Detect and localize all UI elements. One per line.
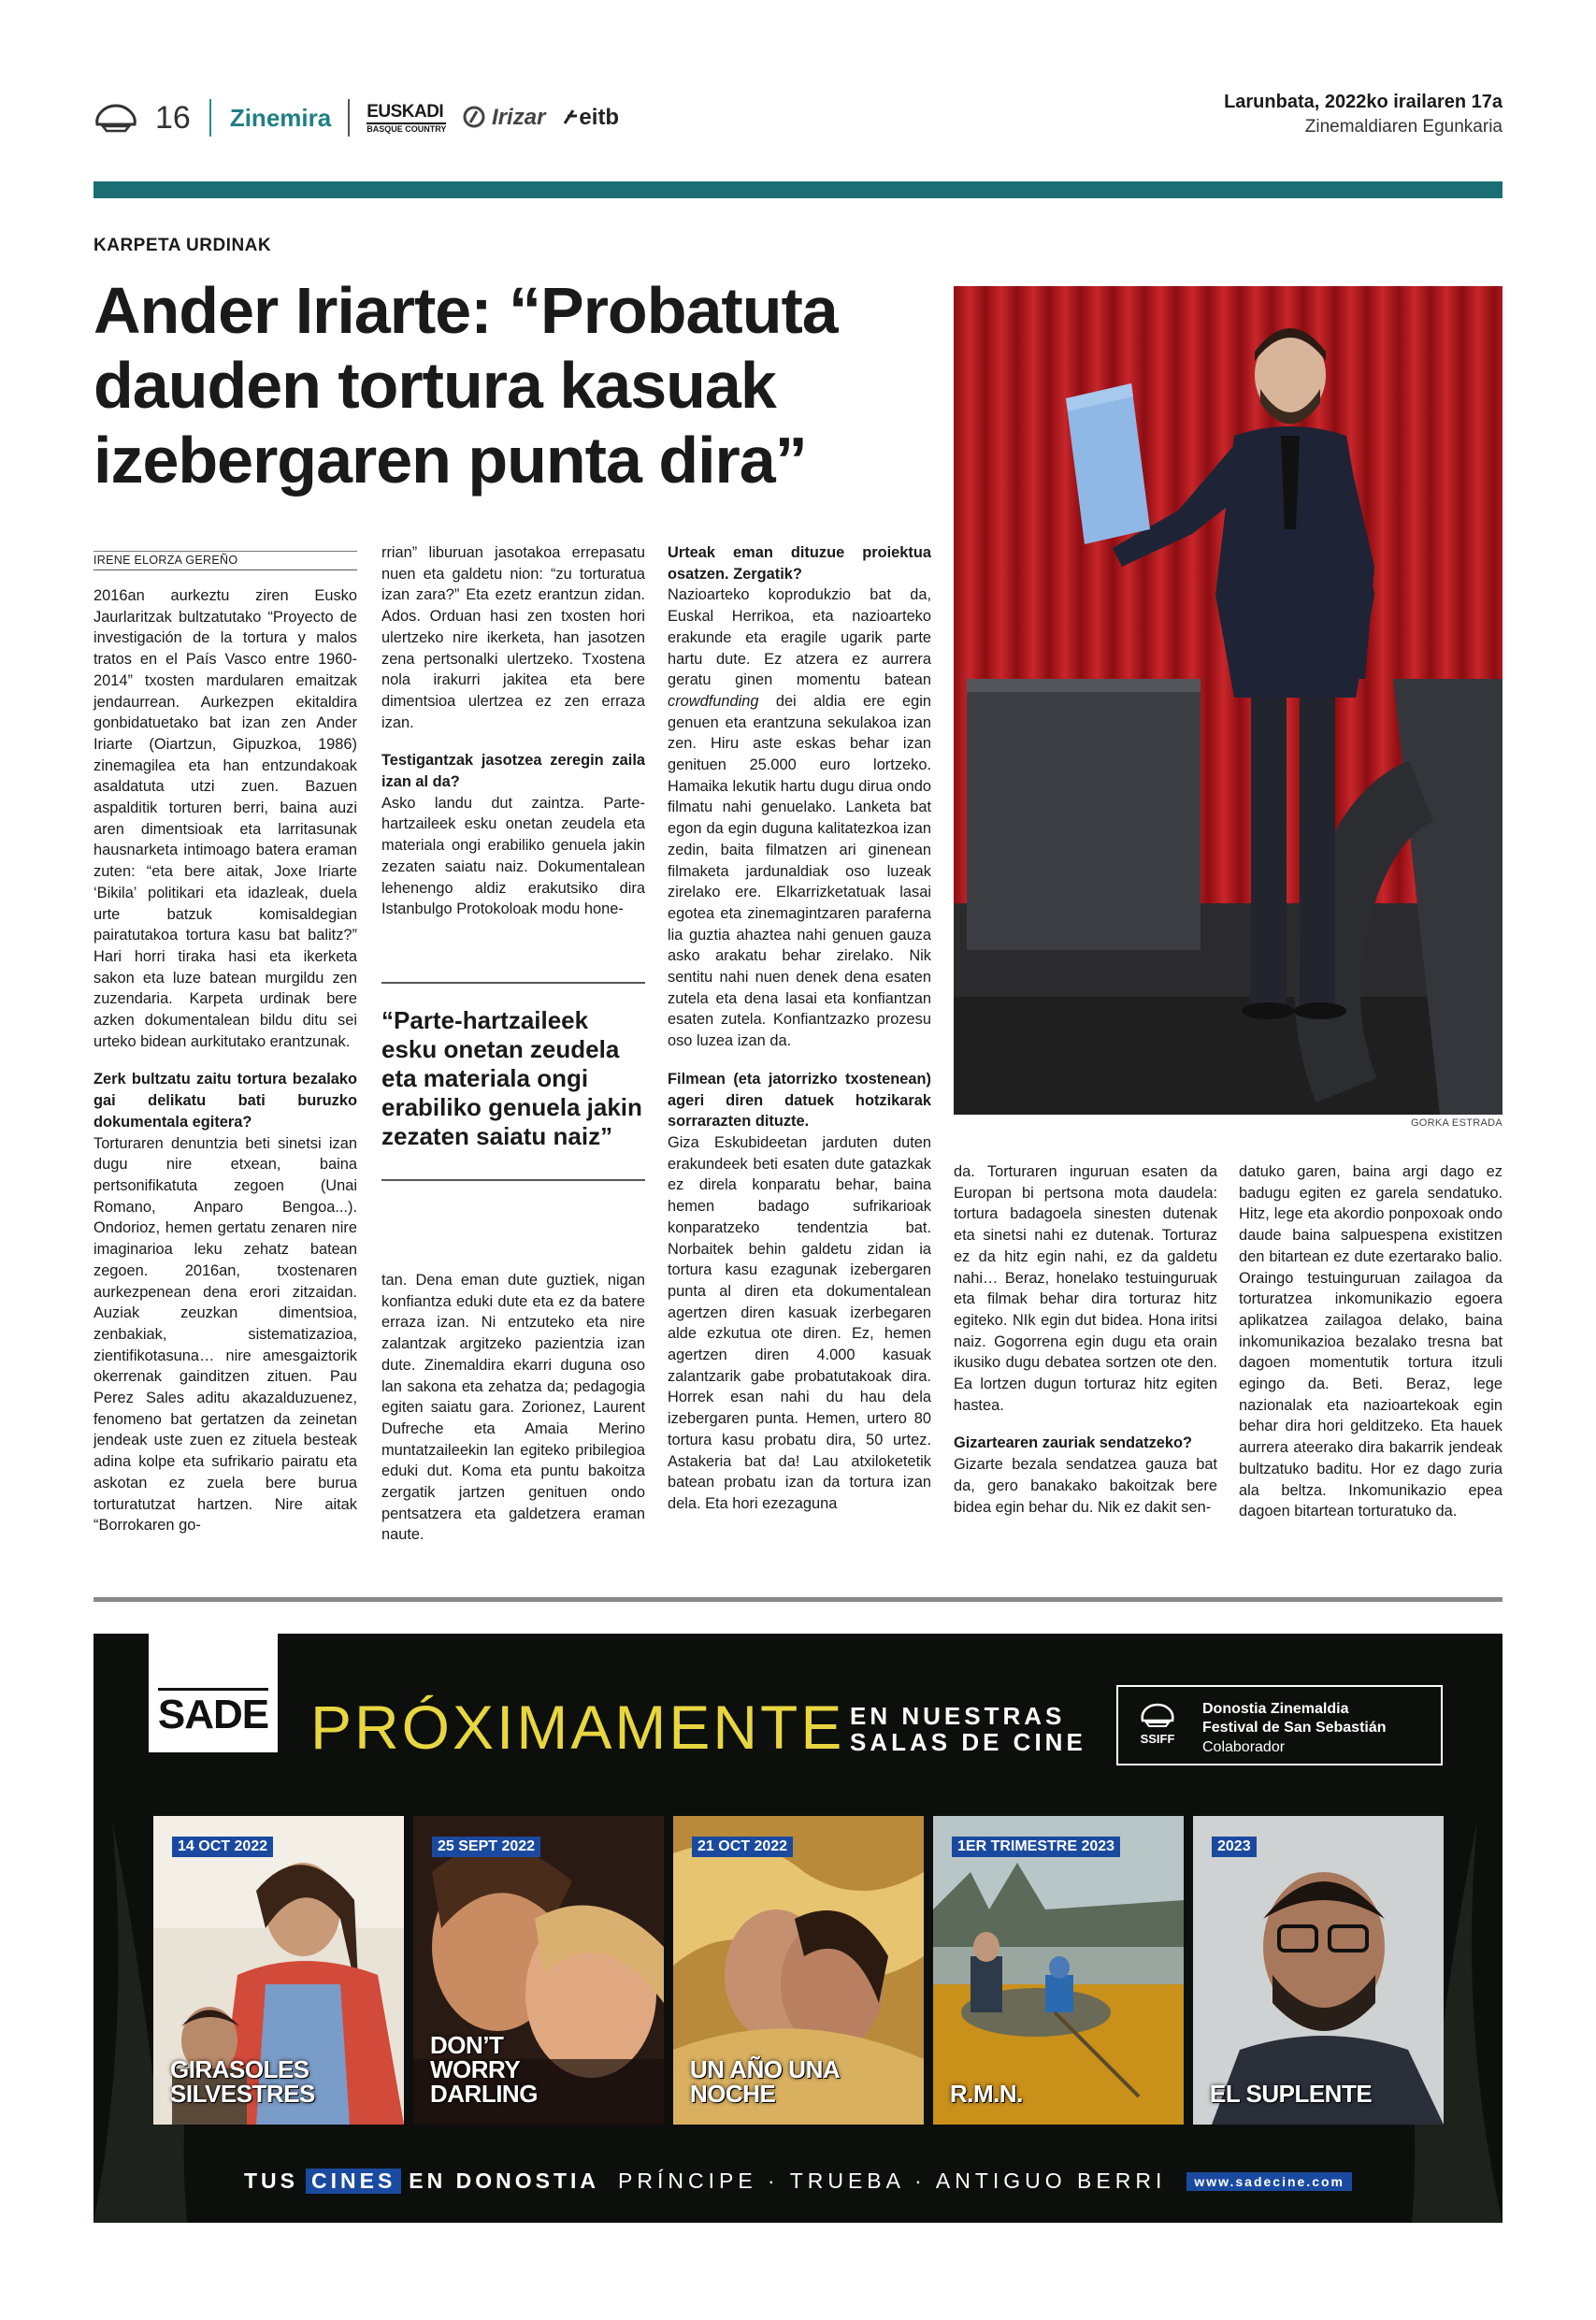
header-divider	[209, 99, 211, 137]
pull-quote	[381, 982, 645, 1181]
answer: da. Torturaren inguruan esaten da Europan bi pertsona mota daudela: tortura badagoela sinesten dutenak eta sinetsi nahi ez dutenak. Torturaz ez da hitz egin nahi, ez da galdetu nahi… Beraz, honelako testuinguruak eta filmak behar dira torturaz hitz egiteko. NIk egin dut bidea. Hona iritsi naiz. Gogorrena egin dugu eta orain ikusiko dugu debatea sortzen ote den. Ea lortzen dugun torturaz hitz egiten hastea.	[954, 1163, 1217, 1414]
film-title: GIRASOLES SILVESTRES	[170, 2055, 315, 2108]
film-card[interactable]	[1193, 1816, 1444, 2125]
answer: Torturaren denuntzia beti sinetsi izan dugu nire etxean, baina pertsonifikatuta zegoen (Unai Romano, Anparo Bengoa...). Ondorioz, hemen gertatu zenaren nire imaginarioa leku zehatz batean zegoen. 2016an, txostenaren aurkezpenean dena erori zitzaidan. Auziak zeuzkan dimentsioa, zenbakiak, sistematizazioa, zientifikotasuna… nire amesgaiztorik okerrenak gainditzen zituen. Pau Perez Sales aditu akazalduzuenez, fenomeno bat gertatzen da zeinetan jendeak uste zuen ez zituela besteak adina kolpe eta sufrikario pairatu eta askotan ez zuela bere burua torturatutzat hartzen. Nire aitak “Borrokaren go-	[93, 1134, 357, 1535]
byline: IRENE ELORZA GEREÑO	[93, 554, 357, 570]
article-headline: Ander Iriarte: “Probatuta dauden tortura kasuak izebergaren punta dira”	[93, 274, 838, 497]
film-release-date: 25 SEPT 2022	[432, 1837, 540, 1857]
article-kicker: KARPETA URDINAK	[93, 236, 272, 255]
article-column-1	[93, 585, 357, 1536]
intro-paragraph: 2016an aurkeztu ziren Eusko Jaurlaritzak bultzatutako “Proyecto de investigación de la tortura y malos tratos en el País Vasco entre 1960-2014” txosten mardularen emaitzak jendaurrean. Aurkezpen ekitaldira gonbidatuetako bat izan zen Ander Iriarte (Oiartzun, Gipuzkoa, 1986) zinemagilea eta han entzundakoak asaldatuta utzi zuen. Bazuen aspalditik torturen berri, baina auzi aren dimentsioak eta larritasunak hausnarketa intimoago batera eraman zuten: “eta bere aitak, Joxe Iriarte ‘Bikila’ politikari eta idazleak, duela urte batzuk komisaldegian pairatutakoa tortura kasu bat balitz?” Hari horri tiraka hasi eta ikerketa sakon eta luze batean murgildu zen zuzendaria. Karpeta urdinak bere azken dokumentalean bildu ditu sei urteko bidean aurkitutako erantzunak.	[93, 587, 357, 1050]
sponsor-logos	[367, 103, 619, 134]
answer: Nazioarteko koprodukzio bat da, Euskal Herrikoa, eta nazioarteko erakunde eta eragile ugarik parte hartu dute. Ez atzera ez aurrera geratu ginen momentu batean crowdfunding dei aldia ere egin genuen eta erantzuna sekulakoa izan zen. Hiru aste eskas behar izan genituen 25.000 euro lortzeko. Hamaika lekutik hartu dugu dirua ondo filmatu nahi genuelako. Lanketa bat egon da egin duguna kalitatezkoa izan zedin, baita filmatzen ari ginenean filmaketa jardunaldiak oso luzeak zirelako ere. Elkarrizketatuak lasai egotea eta zinemagintzaren paraferna lia guztia ahaztea nahi genuen gauza asko arakatu behar zirelako. Nik sentitu nahi nuen denek dena esaten zutela eta dena lasai eta konfiantzan esaten zutela. Konfiantzazko prozesu oso luzea izan da.	[668, 586, 931, 1050]
film-card[interactable]	[673, 1816, 924, 2125]
paper-name: Zinemaldiaren Egunkaria	[1304, 117, 1503, 137]
answer: Asko landu dut zaintza. Parte-hartzaileek esku onetan zeudela eta materiala ongi erabiliko genuela jakin zezaten saiatu naiz. Dokumentalean lehenengo aldiz erakutsiko dira Istanbulgo Protokoloak modu hone-	[381, 794, 645, 918]
ssiff-shell-icon	[1139, 1702, 1176, 1728]
article-column-4	[954, 1161, 1217, 1518]
film-title: R.M.N.	[950, 2080, 1023, 2108]
film-poster-image	[1193, 1816, 1444, 2125]
question: Gizartearen zauriak sendatzeko?	[954, 1434, 1193, 1452]
ssiff-role: Colaborador	[1202, 1739, 1286, 1755]
film-card[interactable]	[413, 1816, 664, 2125]
question: Testigantzak jasotzea zeregin zaila izan al da?	[381, 752, 645, 791]
article-column-2-bottom	[381, 1270, 645, 1546]
article-column-3	[668, 542, 931, 1515]
ad-footer: TUS CINES EN DONOSTIA PRÍNCIPE · TRUEBA · ANTIGUO BERRI www.sadecine.com	[93, 2169, 1503, 2194]
irizar-logo: Irizar	[463, 105, 545, 131]
article-bottom-rule	[93, 1597, 1503, 1602]
film-release-date: 1ER TRIMESTRE 2023	[952, 1837, 1120, 1857]
issue-date: Larunbata, 2022ko irailaren 17a	[1224, 92, 1503, 112]
portrait-image	[954, 286, 1503, 1115]
film-title: EL SUPLENTE	[1210, 2080, 1373, 2108]
question: Filmean (eta jatorrizko txostenean) ageri diren datuek hotzikarak sorrarazten dituzte.	[668, 1070, 931, 1131]
eitb-logo: eitb	[562, 105, 619, 131]
ad-venues: PRÍNCIPE · TRUEBA · ANTIGUO BERRI	[618, 2169, 1167, 2193]
photo-credit: GORKA ESTRADA	[1410, 1117, 1503, 1129]
ad-website-link[interactable]: www.sadecine.com	[1186, 2172, 1352, 2191]
emphasis-word: crowdfunding	[668, 692, 759, 710]
sade-advertisement[interactable]	[93, 1634, 1503, 2223]
film-cards	[153, 1816, 1444, 2125]
eitb-emblem-icon	[562, 107, 579, 127]
ad-subheadline: EN NUESTRAS SALAS DE CINE	[850, 1702, 1086, 1756]
question: Zerk bultzatu zaitu tortura bezalako gai delikatu bati buruzko dokumentala egitera?	[93, 1071, 357, 1131]
film-title: DON’T WORRY DARLING	[430, 2031, 538, 2108]
article-column-2-top	[381, 542, 645, 920]
ssiff-collaborator-box	[1116, 1685, 1443, 1765]
film-poster-image	[933, 1816, 1184, 2125]
film-release-date: 2023	[1212, 1837, 1257, 1857]
section-name: Zinemira	[229, 103, 332, 132]
byline-rule	[93, 551, 357, 552]
pull-quote-text: “Parte-hartzaileek esku onetan zeudela eta materiala ongi erabiliko genuela jakin zezaten saiatu naiz”	[381, 1006, 642, 1150]
film-release-date: 21 OCT 2022	[692, 1837, 793, 1857]
page-number: 16	[155, 99, 191, 136]
header-rule	[93, 181, 1503, 198]
answer: datuko garen, baina argi dago ez badugu egiten ez garela sendatuko. Hitz, lege eta akordio ponpoxoak ondo daude baina salpuespena existitzen den bitartean ez dute ezertarako balio. Oraingo testuinguruan zailagoa da torturatzea inkomunikazio egoera aplikatzea zailagoa delako, baina inkomunikazioa bezalako tresna bat dagoen momentutik tortura itzuli egingo da. Beti. Beraz, lege nazionalak eta nazioartekoak egin behar dira hori gelditzeko. Eta hauek aurrera ateerako dira bakarrik jendeak bultzatuko baditu. Hor ez dago zuria ala beltza. Inkomunikazio epea dagoen bitartean torturatuko da.	[1239, 1163, 1503, 1520]
answer: Gizarte bezala sendatzea gauza bat da, gero banakako bakoitzak bere bidea egin behar du. Nik ez dakit sen-	[954, 1456, 1217, 1516]
film-title: UN AÑO UNA NOCHE	[690, 2055, 840, 2108]
cloud-shell-icon	[93, 102, 138, 134]
film-card[interactable]	[153, 1816, 404, 2125]
page-header-right	[1224, 92, 1503, 137]
film-release-date: 14 OCT 2022	[172, 1837, 273, 1857]
ad-headline: PRÓXIMAMENTE	[310, 1693, 845, 1762]
film-card[interactable]	[933, 1816, 1184, 2125]
page-header-left	[93, 92, 619, 144]
answer: rrian” liburuan jasotakoa errepasatu nuen eta galdetu nion: “zu torturatua izan zara?” Eta ezetz erantzun zidan. Ados. Orduan hasi zen txosten hori ulertzeko nire ikerketa, han jasotzen zena pertsonalki ulertzeko. Txostena nola irakurri jakitea eta bere dimentsioa ulertzea ez zen erraza izan.	[381, 544, 645, 731]
answer: Giza Eskubideetan jarduten duten erakundeek beti esaten dute gatazkak ez direla konparatu behar, baina hemen badago sufrikarioak konparatzeko tendentzia bat. Norbaitek behin galdetu zidan ia tortura kasu ezagunak izebergaren punta al diren eta dokumentalean agertzen diren kasuak izerbegaren alde ezkutua ote diren. Ez, hemen agertzen diren 4.000 kasuak zalantzarik gabe probatutakoak dira. Horrek esan nahi du hau dela izebergaren punta. Hemen, urtero 80 tortura kasu probatu dira, 50 urtez. Astakeria bat da! Lau atxiloketetik batean probatu izan da tortura izan dela. Eta hori ezezaguna	[668, 1133, 931, 1512]
sade-logo: SADE	[149, 1634, 278, 1752]
question: Urteak eman dituzue proiektua osatzen. Zergatik?	[668, 544, 931, 583]
article-photo	[954, 286, 1503, 1115]
irizar-emblem-icon	[463, 106, 485, 128]
ssiff-logo: SSIFF	[1133, 1702, 1182, 1746]
ssiff-title: Donostia Zinemaldia Festival de San Sebastián	[1202, 1701, 1387, 1736]
header-divider	[348, 99, 350, 137]
article-column-5	[1239, 1161, 1503, 1522]
answer: tan. Dena eman dute guztiek, nigan konfiantza eduki dute eta ez da batere erraza izan. Ni entzuteko eta nire zalantzak argitzeko pazientzia izan dute. Zinemaldira ekarri duguna oso lan sakona eta zehatza da; pedagogia egiten saiatu gara. Zorionez, Laurent Dufreche eta Amaia Merino muntatzaileekin lan egiteko pribilegioa eduki dut. Koma eta puntu bakoitza zergatik jartzen genituen ondo pentsatzera eta galdetzera eraman naute.	[381, 1272, 645, 1544]
euskadi-logo: EUSKADI BASQUE COUNTRY	[367, 101, 447, 134]
